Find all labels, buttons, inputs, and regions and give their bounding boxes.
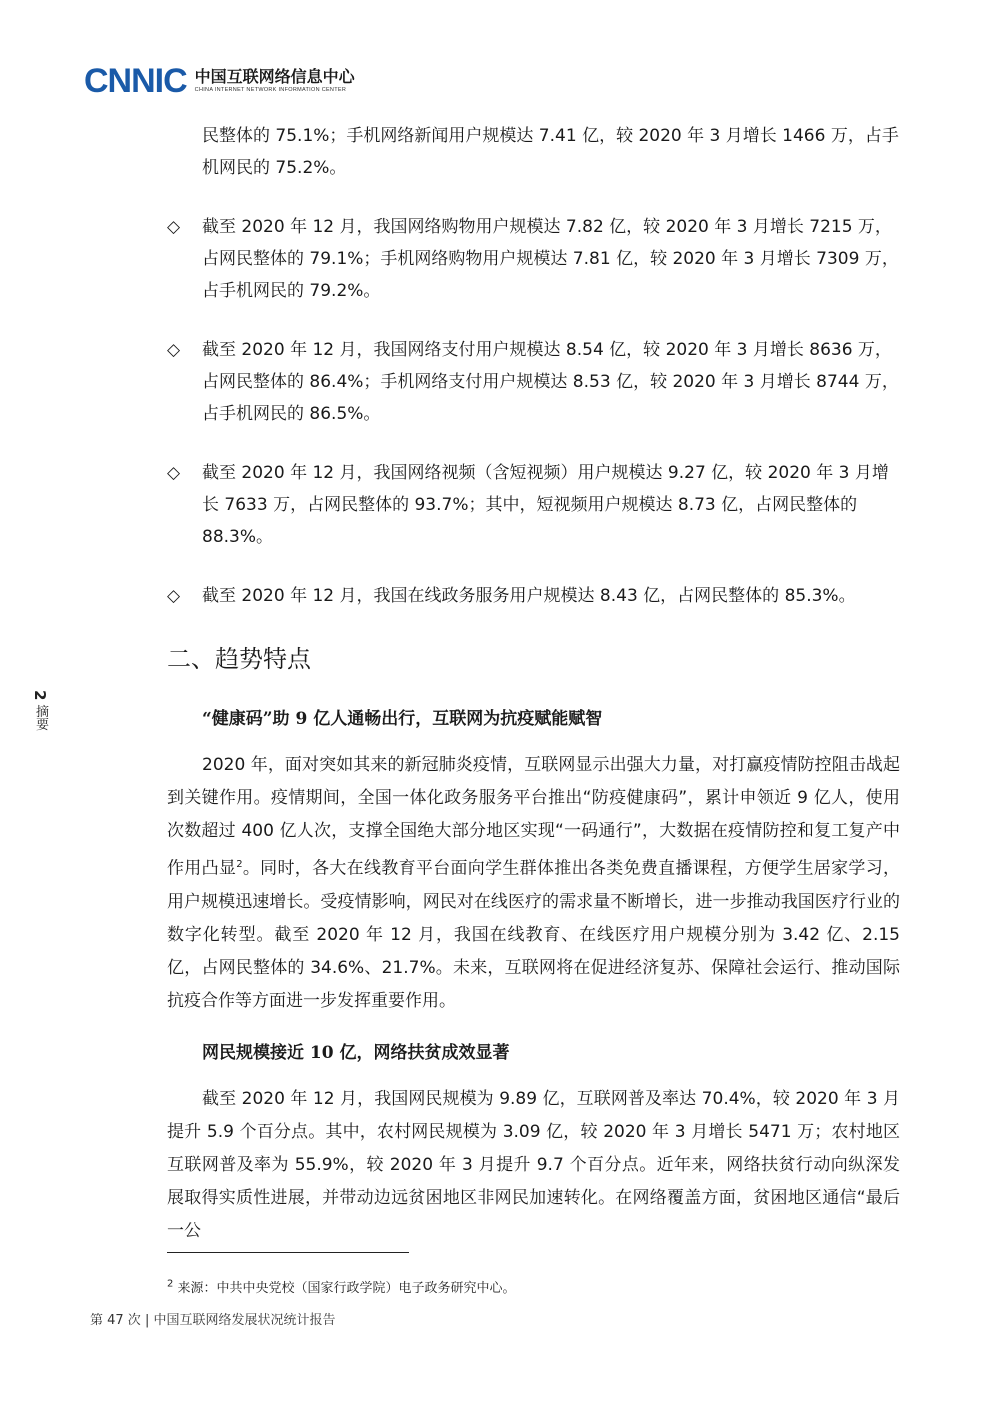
diamond-bullet-icon: ◇	[167, 586, 181, 606]
bullet-text: 民整体的 75.1%；手机网络新闻用户规模达 7.41 亿，较 2020 年 3 月增长 1466 万，占手机网民的 75.2%。	[202, 126, 899, 178]
side-section-label	[30, 690, 50, 731]
bullet-item	[167, 211, 900, 307]
footnote-text: 来源：中共中央党校（国家行政学院）电子政务研究中心。	[177, 1281, 516, 1296]
bullet-text: 截至 2020 年 12 月，我国在线政务服务用户规模达 8.43 亿，占网民整体的 85.3%。	[202, 586, 856, 606]
bullet-item	[167, 120, 900, 184]
logo-chinese-name: 中国互联网络信息中心	[194, 67, 355, 86]
subsection-title: “健康码”助 9 亿人通畅出行，互联网为抗疫赋能赋智	[202, 709, 603, 729]
section-title: 二、趋势特点	[167, 645, 311, 673]
footnote	[167, 1277, 516, 1296]
subsection-title: 网民规模接近 10 亿，网络扶贫成效显著	[202, 1042, 510, 1063]
diamond-bullet-icon: ◇	[167, 217, 181, 237]
diamond-bullet-icon: ◇	[167, 340, 181, 360]
bullet-text: 截至 2020 年 12 月，我国网络视频（含短视频）用户规模达 9.27 亿，较 2020 年 3 月增长 7633 万，占网民整体的 93.7%；其中，短视频用户规模达 8.73 亿，占网民整体的 88.3%。	[202, 463, 889, 547]
page-footer: 第 47 次 | 中国互联网络发展状况统计报告	[90, 1313, 336, 1328]
diamond-bullet-icon: ◇	[167, 463, 181, 483]
bullet-item	[167, 334, 900, 430]
bullet-text: 截至 2020 年 12 月，我国网络支付用户规模达 8.54 亿，较 2020 年 3 月增长 8636 万，占网民整体的 86.4%；手机网络支付用户规模达 8.53 亿，较 2020 年 3 月增长 8744 万，占手机网民的 86.5%。	[202, 340, 899, 424]
footnote-divider	[167, 1252, 409, 1253]
bullet-item	[167, 580, 900, 612]
paragraph	[167, 749, 900, 1018]
paragraph-text: 2020 年，面对突如其来的新冠肺炎疫情，互联网显示出强大力量，对打赢疫情防控阻击战起到关键作用。疫情期间，全国一体化政务服务平台推出“防疫健康码”，累计申领近 9 亿人，使用次数超过 400 亿人次，支撑全国绝大部分地区实现“一码通行”，大数据在疫情防控和复工复产中作用凸显	[167, 755, 900, 879]
cnnic-logo	[84, 64, 355, 98]
side-section-name: 摘要	[33, 704, 48, 731]
main-content	[167, 120, 900, 1268]
logo-text	[195, 68, 355, 94]
side-page-number: 2	[31, 690, 49, 701]
logo-mark: CNNIC	[84, 62, 187, 100]
paragraph-text: 。同时，各大在线教育平台面向学生群体推出各类免费直播课程，方便学生居家学习，用户规模迅速增长。受疫情影响，网民对在线医疗的需求量不断增长，进一步推动我国医疗行业的数字化转型。截至 2020 年 12 月，我国在线教育、在线医疗用户规模分别为 3.42 亿、2.15 亿，占网民整体的 34.6%、21.7%。未来，互联网将在促进经济复苏、保障社会运行、推动国际抗疫合作等方面进一步发挥重要作用。	[167, 858, 900, 1011]
footnote-ref[interactable]: 2	[236, 859, 243, 870]
bullet-text: 截至 2020 年 12 月，我国网络购物用户规模达 7.82 亿，较 2020 年 3 月增长 7215 万，占网民整体的 79.1%；手机网络购物用户规模达 7.81 亿，较 2020 年 3 月增长 7309 万，占手机网民的 79.2%。	[202, 217, 899, 301]
footnote-number: 2	[167, 1278, 174, 1290]
bullet-item	[167, 457, 900, 553]
logo-english-name: CHINA INTERNET NETWORK INFORMATION CENTER	[194, 87, 347, 93]
paragraph: 截至 2020 年 12 月，我国网民规模为 9.89 亿，互联网普及率达 70.4%，较 2020 年 3 月提升 5.9 个百分点。其中，农村网民规模为 3.09 亿，较 2020 年 3 月增长 5471 万；农村地区互联网普及率为 55.9%，较 2020 年 3 月提升 9.7 个百分点。近年来，网络扶贫行动向纵深发展取得实质性进展，并带动边远贫困地区非网民加速转化。在网络覆盖方面，贫困地区通信“最后一公	[167, 1088, 900, 1241]
